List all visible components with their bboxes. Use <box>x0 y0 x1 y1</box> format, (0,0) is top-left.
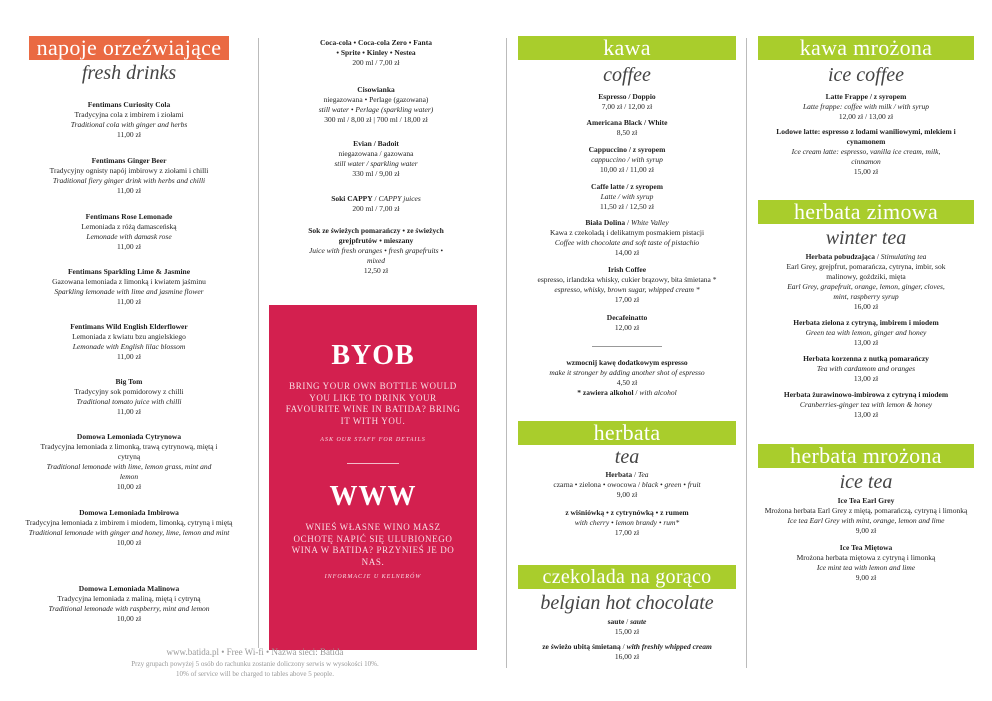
menu-item: Herbata / Tea czarna • zielona • owocowa / black • green • fruit 9,00 zł <box>553 470 701 499</box>
byob-title: BYOB <box>331 340 415 371</box>
menu-item: Irish Coffee espresso, irlandzka whisky, cukier brązowy, bita śmietana * espresso, whisky, brown sugar, whipped cream * 17,00 zł <box>537 265 717 304</box>
section-subtitle: tea <box>614 446 640 468</box>
divider <box>746 38 747 668</box>
menu-item: Lodowe latte: espresso z lodami waniliowymi, mlekiem i cynamonem Ice cream latte: espresso, vanilla ice cream, milk, cinnamon 15,00 zł <box>776 127 956 176</box>
section-subtitle: fresh drinks <box>81 62 177 84</box>
footer-links: www.batida.pl • Free Wi-fi • Nazwa sieci: Batida <box>166 647 344 657</box>
footer-service-en: 10% of service will be charged to tables above 5 people. <box>176 670 334 678</box>
byob-panel <box>269 305 477 650</box>
divider <box>258 38 259 648</box>
menu-item: Domowa Lemoniada Imbirowa Tradycyjna lemoniada z imbirem i miodem, limonką, cytryną i miętą Traditional lemonade with ginger and honey, lime, lemon and mint 10,00 zł <box>25 508 233 547</box>
footer-service-pl: Przy grupach powyżej 5 osób do rachunku zostanie doliczony serwis w wysokości 10%. <box>131 660 379 668</box>
menu-item: Fentimans Rose Lemonade Lemoniada z różą damasceńską Lemonade with damask rose 11,00 zł <box>81 212 177 251</box>
section-subtitle: belgian hot chocolate <box>540 592 714 614</box>
menu-item: Caffe latte / z syropem Latte / with syrup 11,50 zł / 12,50 zł <box>591 182 663 211</box>
section-title: kawa <box>518 36 736 60</box>
section-title: napoje orzeźwiające <box>29 36 230 60</box>
byob-note: ASK OUR STAFF FOR DETAILS <box>320 437 426 443</box>
menu-item: Americana Black / White 8,50 zł <box>586 118 668 137</box>
menu-item: ze świeżo ubitą śmietaną / with freshly whipped cream 16,00 zł <box>542 642 712 661</box>
menu-item: Ice Tea Earl Grey Mrożona herbata Earl Grey z miętą, pomarańczą, cytryną i limonką Ice tea Earl Grey with mint, orange, lemon and lime 9,00 zł <box>764 496 968 535</box>
www-note: INFORMACJE U KELNERÓW <box>324 574 422 580</box>
menu-item: Latte Frappe / z syropem Latte frappe: coffee with milk / with syrup 12,00 zł / 13,00 zł <box>802 92 930 121</box>
menu-item: Cisowianka niegazowana • Perlage (gazowana) still water • Perlage (sparkling water) 300 ml / 8,00 zł | 700 ml / 18,00 zł <box>318 85 434 124</box>
section-subtitle: ice coffee <box>827 64 905 86</box>
www-text: WNIEŚ WŁASNE WINO MASZ OCHOTĘ NAPIĆ SIĘ ULUBIONEGO WINA W BATIDA? PRZYNIEŚ JE DO NAS. <box>291 522 455 567</box>
menu-item: Herbata korzenna z nutką pomarańczy Tea with cardamom and oranges 13,00 zł <box>803 354 929 383</box>
section-title: herbata mrożona <box>758 444 974 468</box>
divider <box>592 346 662 347</box>
menu-item: Soki CAPPY / CAPPY juices 200 ml / 7,00 zł <box>331 194 421 213</box>
section-subtitle: ice tea <box>839 471 893 493</box>
menu-item: Fentimans Wild English Elderflower Lemoniada z kwiatu bzu angielskiego Lemonade with English lilac blossom 11,00 zł <box>70 322 188 361</box>
menu-item: Cappuccino / z syropem cappuccino / with syrup 10,00 zł / 11,00 zł <box>588 145 666 174</box>
menu-item: Domowa Lemoniada Cytrynowa Tradycyjna lemoniada z limonką, trawą cytrynową, miętą i cytryną Traditional lemonade with lime, lemon grass, mint and lemon 10,00 zł <box>40 432 218 491</box>
divider <box>347 463 399 464</box>
menu-item: Coca-cola • Coca-cola Zero • Fanta • Sprite • Kinley • Nestea 200 ml / 7,00 zł <box>320 38 432 67</box>
menu-item: Biała Dolina / White Valley Kawa z czekoladą i delikatnym posmakiem pistacji Coffee with chocolate and soft taste of pistachio 14,00 zł <box>549 218 705 257</box>
menu-item: Fentimans Ginger Beer Tradycyjny ognisty napój imbirowy z ziołami i chilli Traditional fiery ginger drink with herbs and chilli 11,00 zł <box>49 156 209 195</box>
menu-item: Herbata pobudzająca / Stimulating tea Earl Grey, grejpfrut, pomarańcza, cytryna, imbir, sok malinowy, goździki, mięta Earl Grey, grapefruit, orange, lemon, ginger, cloves, mint, raspberry syrup 16,00 zł <box>786 252 946 311</box>
section-title: kawa mrożona <box>758 36 974 60</box>
menu-item: Sok ze świeżych pomarańczy • ze świeżych grejpfrutów • mieszany Juice with fresh oranges • fresh grapefruits • mixed 12,50 zł <box>308 226 444 275</box>
menu-item: Ice Tea Miętowa Mrożona herbata miętowa z cytryną i limonką Ice mint tea with lemon and lime 9,00 zł <box>796 543 936 582</box>
menu-item: Decafeinatto 12,00 zł <box>606 313 648 332</box>
menu-item: Fentimans Curiosity Cola Tradycyjna cola z imbirem i ziołami Traditional cola with ginger and herbs 11,00 zł <box>70 100 188 139</box>
menu-item: Big Tom Tradycyjny sok pomidorowy z chilli Traditional tomato juice with chilli 11,00 zł <box>74 377 184 416</box>
section-subtitle: coffee <box>603 64 651 86</box>
divider <box>506 38 507 668</box>
www-title: WWW <box>329 481 417 512</box>
menu-item: z wiśniówką • z cytrynówką • z rumem with cherry • lemon brandy • rum* 17,00 zł <box>565 508 689 537</box>
menu-item: saute / saute 15,00 zł <box>607 617 647 636</box>
menu-item: Herbata zielona z cytryną, imbirem i miodem Green tea with lemon, ginger and honey 13,00 zł <box>793 318 939 347</box>
section-title: czekolada na gorąco <box>518 565 736 589</box>
section-subtitle: winter tea <box>825 227 907 249</box>
menu-item: Domowa Lemoniada Malinowa Tradycyjna lemoniada z maliną, miętą i cytryną Traditional lemonade with raspberry, mint and lemon 10,00 zł <box>48 584 210 623</box>
menu-item: Fentimans Sparkling Lime & Jasmine Gazowana lemoniada z limonką i kwiatem jaśminu Sparkling lemonade with lime and jasmine flower 11,00 zł <box>52 267 206 306</box>
menu-item: Evian / Badoit niegazowana / gazowana still water / sparkling water 330 ml / 9,00 zł <box>334 139 418 178</box>
menu-item: Herbata żurawinowo-imbirowa z cytryną i miodem Cranberries-ginger tea with lemon & honey 13,00 zł <box>783 390 949 419</box>
byob-text: BRING YOUR OWN BOTTLE WOULD YOU LIKE TO DRINK YOUR FAVOURITE WINE IN BATIDA? BRING IT WITH YOU. <box>285 381 461 426</box>
menu-item: wzmocnij kawę dodatkowym espresso make it stronger by adding another shot of espresso 4,50 zł * zawiera alkohol / with alcohol <box>549 358 705 397</box>
section-title: herbata <box>518 421 736 445</box>
menu-item: Espresso / Doppio 7,00 zł / 12,00 zł <box>598 92 656 111</box>
section-title: herbata zimowa <box>758 200 974 224</box>
